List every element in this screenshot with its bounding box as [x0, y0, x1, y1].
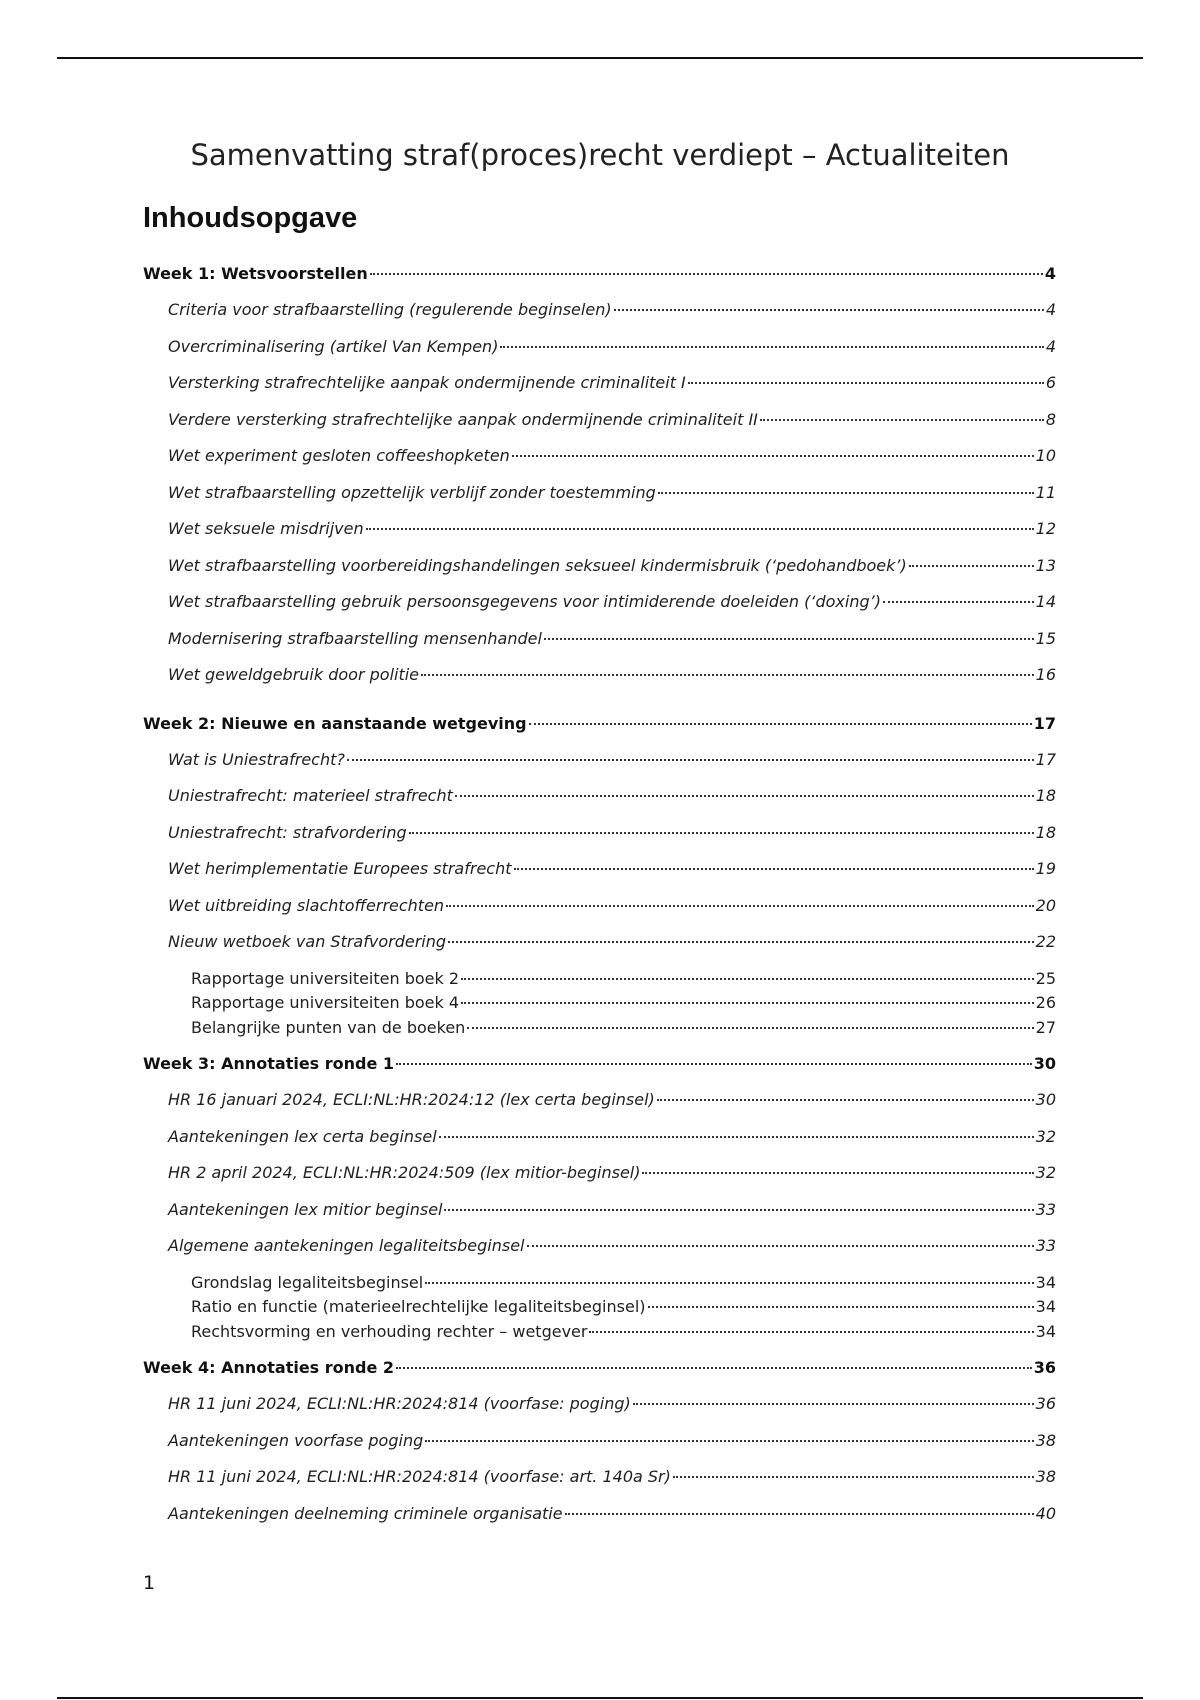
- toc-entry-page: 25: [1035, 968, 1056, 988]
- toc-dot-leader: [425, 1282, 1033, 1284]
- toc-entry-page: 18: [1035, 822, 1056, 842]
- toc-entry-level-2[interactable]: [143, 859, 1056, 896]
- toc-entry-page: 33: [1035, 1199, 1056, 1219]
- toc-entry-page: 32: [1035, 1163, 1056, 1182]
- toc-dot-leader: [396, 1063, 1032, 1065]
- toc-entry-title: Algemene aantekeningen legaliteitsbeginsel: [168, 1236, 525, 1255]
- toc-entry-title: Wet geweldgebruik door politie: [168, 665, 420, 684]
- toc-entry-title: HR 16 januari 2024, ECLI:NL:HR:2024:12 (lex certa beginsel): [168, 1090, 655, 1109]
- toc-entry-title: Aantekeningen lex mitior beginsel: [168, 1199, 443, 1219]
- toc-dot-leader: [883, 601, 1034, 603]
- toc-entry-page: 4: [1044, 264, 1056, 283]
- toc-dot-leader: [409, 832, 1034, 834]
- toc-dot-leader: [657, 1099, 1034, 1101]
- toc-entry-level-1[interactable]: [143, 264, 1056, 300]
- table-of-contents: [143, 264, 1056, 1540]
- toc-dot-leader: [642, 1172, 1033, 1174]
- toc-entry-title: Wet experiment gesloten coffeeshopketen: [168, 446, 510, 465]
- toc-dot-leader: [688, 382, 1044, 384]
- toc-entry-level-1[interactable]: [143, 714, 1056, 750]
- toc-entry-level-2[interactable]: [143, 750, 1056, 787]
- toc-entry-level-2[interactable]: [143, 1163, 1056, 1200]
- toc-entry-level-1[interactable]: [143, 1054, 1056, 1090]
- header-rule: [57, 57, 1143, 59]
- toc-dot-leader: [909, 565, 1034, 567]
- toc-entry-title: Uniestrafrecht: strafvordering: [168, 822, 407, 842]
- toc-entry-level-2[interactable]: [143, 483, 1056, 520]
- toc-entry-page: 8: [1045, 409, 1056, 429]
- toc-entry-level-2[interactable]: [143, 1127, 1056, 1164]
- toc-entry-page: 18: [1035, 786, 1056, 805]
- toc-entry-title: HR 11 juni 2024, ECLI:NL:HR:2024:814 (voorfase: art. 140a Sr): [168, 1467, 671, 1486]
- toc-entry-page: 13: [1035, 555, 1056, 575]
- toc-entry-level-2[interactable]: [143, 373, 1056, 410]
- toc-entry-title: HR 2 april 2024, ECLI:NL:HR:2024:509 (lex mitior-beginsel): [168, 1163, 641, 1182]
- toc-entry-page: 20: [1035, 895, 1056, 915]
- toc-entry-page: 16: [1035, 665, 1056, 684]
- toc-entry-title: Rapportage universiteiten boek 4: [191, 993, 460, 1012]
- toc-entry-level-2[interactable]: [143, 665, 1056, 702]
- toc-entry-level-2[interactable]: [143, 1200, 1056, 1237]
- toc-dot-leader: [514, 868, 1034, 870]
- toc-dot-leader: [589, 1331, 1033, 1333]
- toc-entry-level-2[interactable]: [143, 1394, 1056, 1431]
- toc-entry-page: 11: [1035, 482, 1056, 502]
- toc-heading: Inhoudsopgave: [143, 202, 358, 234]
- toc-entry-title: Ratio en functie (materieelrechtelijke legaliteitsbeginsel): [191, 1297, 646, 1316]
- toc-dot-leader: [455, 795, 1034, 797]
- toc-entry-page: 38: [1035, 1430, 1056, 1450]
- toc-entry-title: Week 2: Nieuwe en aanstaande wetgeving: [143, 713, 527, 733]
- toc-entry-page: 36: [1035, 1394, 1056, 1413]
- toc-entry-title: Nieuw wetboek van Strafvordering: [168, 932, 447, 951]
- toc-dot-leader: [658, 492, 1034, 494]
- toc-entry-level-2[interactable]: [143, 896, 1056, 933]
- toc-entry-page: 36: [1033, 1358, 1056, 1377]
- toc-entry-level-2[interactable]: [143, 629, 1056, 666]
- toc-dot-leader: [512, 455, 1034, 457]
- toc-entry-page: 33: [1035, 1236, 1056, 1255]
- toc-entry-page: 17: [1035, 749, 1056, 769]
- toc-entry-title: Overcriminalisering (artikel Van Kempen): [168, 336, 499, 356]
- toc-entry-title: Rapportage universiteiten boek 2: [191, 968, 460, 988]
- toc-entry-level-2[interactable]: [143, 786, 1056, 823]
- page-number: 1: [143, 1572, 156, 1594]
- toc-entry-level-3[interactable]: [143, 1322, 1056, 1347]
- toc-entry-page: 26: [1035, 993, 1056, 1012]
- toc-entry-level-2[interactable]: [143, 1090, 1056, 1127]
- toc-section-gap: [143, 1346, 1056, 1358]
- toc-entry-page: 32: [1035, 1126, 1056, 1146]
- toc-dot-leader: [421, 674, 1034, 676]
- toc-entry-page: 22: [1035, 932, 1056, 951]
- toc-entry-level-2[interactable]: [143, 556, 1056, 593]
- toc-entry-level-1[interactable]: [143, 1358, 1056, 1394]
- toc-entry-level-2[interactable]: [143, 823, 1056, 860]
- toc-entry-page: 6: [1045, 373, 1056, 392]
- toc-entry-page: 10: [1035, 446, 1056, 465]
- toc-dot-leader: [347, 759, 1034, 761]
- toc-dot-leader: [467, 1027, 1033, 1029]
- toc-entry-page: 30: [1033, 1054, 1056, 1073]
- toc-entry-level-3[interactable]: [143, 1273, 1056, 1298]
- toc-entry-level-3[interactable]: [143, 1297, 1056, 1322]
- toc-entry-level-2[interactable]: [143, 1236, 1056, 1273]
- toc-dot-leader: [444, 1209, 1033, 1211]
- toc-dot-leader: [500, 346, 1043, 348]
- toc-entry-title: Week 4: Annotaties ronde 2: [143, 1358, 395, 1377]
- footer-rule: [57, 1697, 1143, 1699]
- toc-entry-page: 14: [1035, 592, 1056, 611]
- toc-entry-title: Belangrijke punten van de boeken: [191, 1017, 466, 1037]
- toc-entry-level-2[interactable]: [143, 1431, 1056, 1468]
- toc-entry-page: 12: [1035, 519, 1056, 538]
- toc-dot-leader: [448, 941, 1034, 943]
- toc-entry-level-2[interactable]: [143, 1467, 1056, 1504]
- toc-entry-title: HR 11 juni 2024, ECLI:NL:HR:2024:814 (voorfase: poging): [168, 1394, 631, 1413]
- toc-dot-leader: [544, 638, 1034, 640]
- toc-entry-page: 30: [1035, 1090, 1056, 1109]
- toc-entry-title: Wet seksuele misdrijven: [168, 519, 364, 538]
- toc-dot-leader: [446, 905, 1034, 907]
- toc-entry-title: Rechtsvorming en verhouding rechter – wetgever: [191, 1321, 588, 1341]
- toc-dot-leader: [527, 1245, 1034, 1247]
- toc-dot-leader: [461, 978, 1034, 980]
- toc-dot-leader: [673, 1476, 1034, 1478]
- toc-entry-title: Wet strafbaarstelling gebruik persoonsgegevens voor intimiderende doeleiden (‘doxing’): [168, 592, 881, 611]
- toc-entry-level-2[interactable]: [143, 1504, 1056, 1541]
- toc-entry-page: 15: [1035, 628, 1056, 648]
- toc-dot-leader: [633, 1403, 1034, 1405]
- toc-entry-title: Week 1: Wetsvoorstellen: [143, 264, 368, 283]
- toc-dot-leader: [461, 1002, 1034, 1004]
- toc-entry-page: 34: [1035, 1272, 1056, 1292]
- toc-entry-page: 4: [1045, 300, 1056, 319]
- toc-entry-page: 40: [1035, 1503, 1056, 1523]
- toc-entry-title: Wet uitbreiding slachtofferrechten: [168, 895, 445, 915]
- toc-dot-leader: [760, 419, 1044, 421]
- toc-entry-title: Wet herimplementatie Europees strafrecht: [168, 859, 512, 878]
- toc-dot-leader: [648, 1306, 1034, 1308]
- toc-entry-level-3[interactable]: [143, 969, 1056, 994]
- toc-entry-title: Wat is Uniestrafrecht?: [168, 749, 345, 769]
- toc-entry-level-2[interactable]: [143, 446, 1056, 483]
- toc-entry-page: 27: [1035, 1017, 1056, 1037]
- toc-dot-leader: [425, 1440, 1033, 1442]
- toc-entry-page: 17: [1033, 713, 1056, 733]
- toc-entry-level-2[interactable]: [143, 300, 1056, 337]
- toc-entry-page: 34: [1035, 1321, 1056, 1341]
- toc-dot-leader: [396, 1367, 1032, 1369]
- toc-entry-title: Modernisering strafbaarstelling mensenhandel: [168, 628, 542, 648]
- toc-entry-level-2[interactable]: [143, 519, 1056, 556]
- toc-dot-leader: [370, 273, 1043, 275]
- toc-entry-title: Uniestrafrecht: materieel strafrecht: [168, 786, 453, 805]
- toc-entry-level-3[interactable]: [143, 1018, 1056, 1043]
- toc-entry-title: Criteria voor strafbaarstelling (regulerende beginselen): [168, 300, 612, 319]
- toc-entry-title: Aantekeningen lex certa beginsel: [168, 1126, 437, 1146]
- toc-entry-page: 4: [1045, 336, 1056, 356]
- toc-section-gap: [143, 1042, 1056, 1054]
- toc-entry-level-3[interactable]: [143, 993, 1056, 1018]
- toc-entry-title: Aantekeningen voorfase poging: [168, 1430, 424, 1450]
- toc-entry-level-2[interactable]: [143, 932, 1056, 969]
- toc-entry-page: 34: [1035, 1297, 1056, 1316]
- toc-entry-title: Wet strafbaarstelling voorbereidingshandelingen seksueel kindermisbruik (‘pedohandboek’): [168, 555, 907, 575]
- toc-entry-level-2[interactable]: [143, 337, 1056, 374]
- toc-dot-leader: [565, 1513, 1034, 1515]
- toc-entry-title: Aantekeningen deelneming criminele organisatie: [168, 1503, 563, 1523]
- toc-entry-level-2[interactable]: [143, 592, 1056, 629]
- toc-entry-title: Wet strafbaarstelling opzettelijk verblijf zonder toestemming: [168, 482, 656, 502]
- toc-dot-leader: [366, 528, 1034, 530]
- document-title: Samenvatting straf(proces)recht verdiept – Actualiteiten: [190, 138, 1010, 172]
- toc-dot-leader: [614, 309, 1044, 311]
- toc-entry-title: Week 3: Annotaties ronde 1: [143, 1054, 395, 1073]
- toc-entry-level-2[interactable]: [143, 410, 1056, 447]
- toc-section-gap: [143, 702, 1056, 714]
- toc-entry-title: Versterking strafrechtelijke aanpak ondermijnende criminaliteit I: [168, 373, 686, 392]
- toc-dot-leader: [529, 723, 1032, 725]
- toc-entry-page: 38: [1035, 1467, 1056, 1486]
- toc-entry-page: 19: [1035, 859, 1056, 878]
- toc-entry-title: Verdere versterking strafrechtelijke aanpak ondermijnende criminaliteit II: [168, 409, 758, 429]
- toc-entry-title: Grondslag legaliteitsbeginsel: [191, 1272, 424, 1292]
- toc-dot-leader: [439, 1136, 1034, 1138]
